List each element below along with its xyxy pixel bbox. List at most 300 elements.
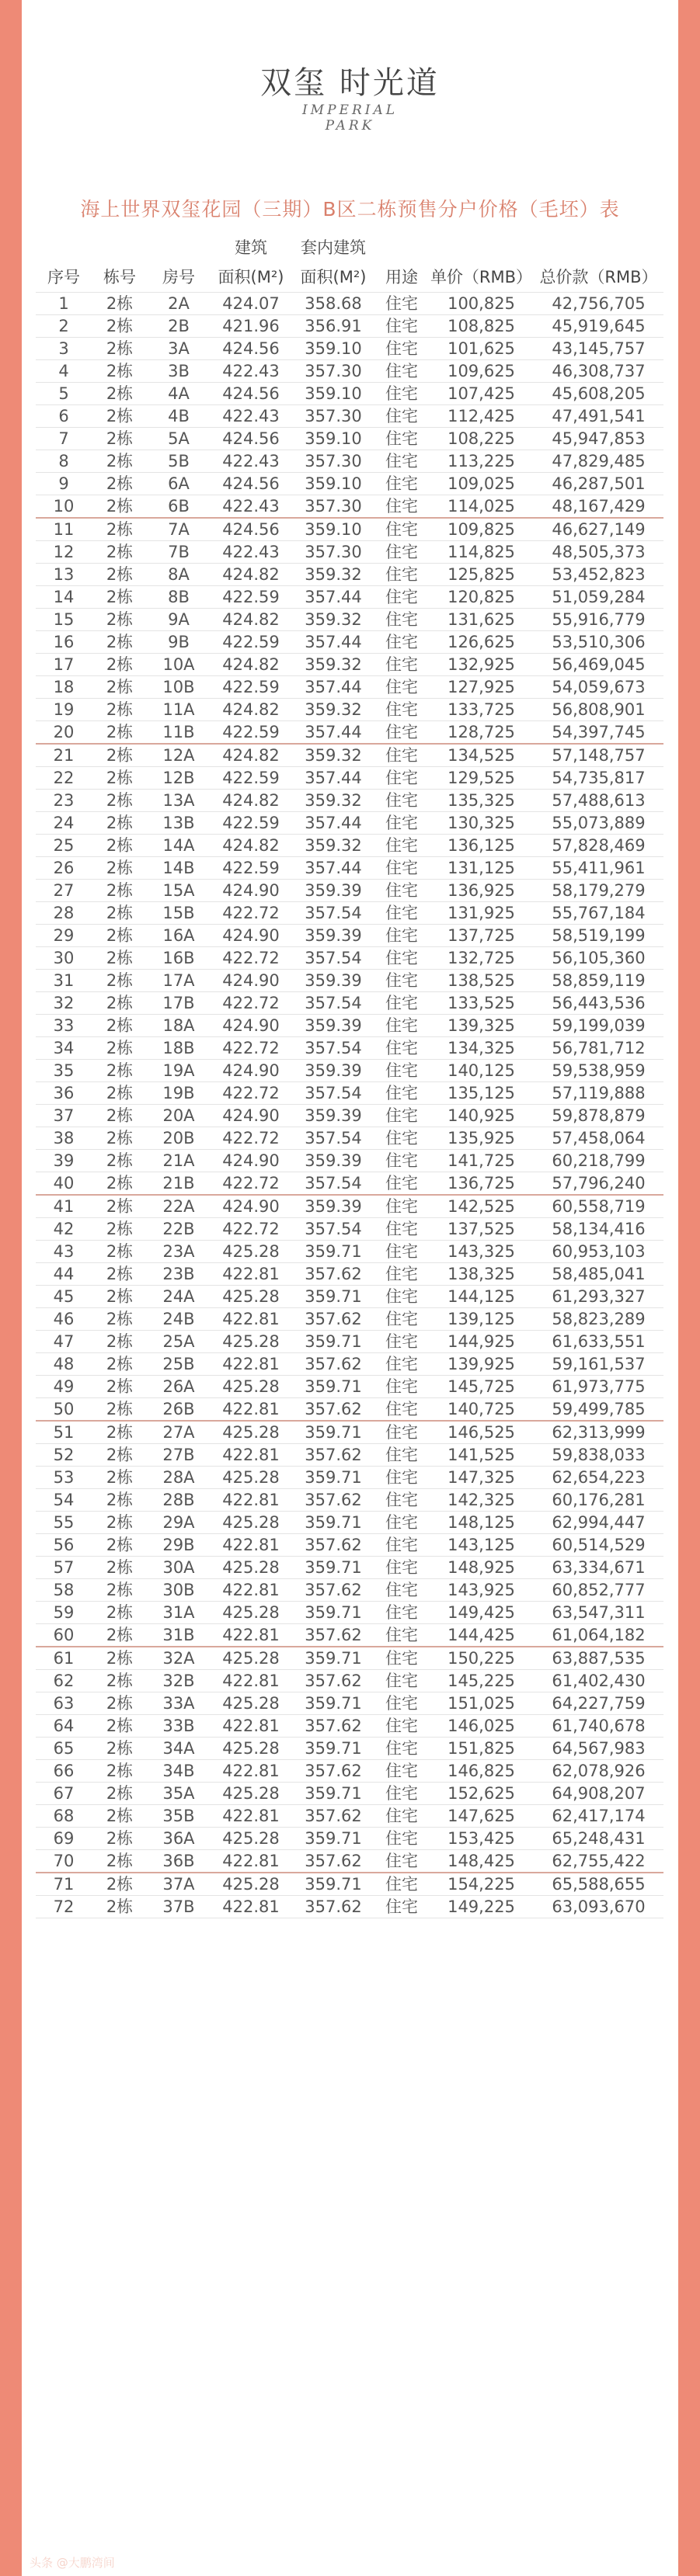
table-cell: 11B xyxy=(148,721,210,745)
table-cell: 30A xyxy=(148,1557,210,1579)
table-cell: 114,825 xyxy=(429,541,534,564)
table-cell: 357.62 xyxy=(292,1896,374,1918)
table-cell: 44 xyxy=(36,1263,92,1286)
table-cell: 150,225 xyxy=(429,1647,534,1670)
table-row xyxy=(36,1738,663,1760)
table-cell: 357.44 xyxy=(292,857,374,880)
table-cell: 101,625 xyxy=(429,338,534,360)
table-header xyxy=(36,233,663,293)
table-cell: 61,293,327 xyxy=(534,1286,663,1308)
header-row-2 xyxy=(36,262,663,293)
table-cell: 357.62 xyxy=(292,1534,374,1557)
table-cell: 422.43 xyxy=(210,405,292,428)
table-cell: 2栋 xyxy=(92,812,148,835)
table-cell: 357.62 xyxy=(292,1715,374,1738)
table-cell: 359.71 xyxy=(292,1602,374,1624)
table-cell: 139,125 xyxy=(429,1308,534,1331)
table-cell: 2栋 xyxy=(92,1692,148,1715)
table-cell: 112,425 xyxy=(429,405,534,428)
table-cell: 6B xyxy=(148,495,210,519)
table-cell: 21 xyxy=(36,744,92,767)
table-cell: 16B xyxy=(148,947,210,970)
table-cell: 8 xyxy=(36,450,92,473)
table-cell: 11 xyxy=(36,518,92,541)
table-cell: 57,148,757 xyxy=(534,744,663,767)
table-cell: 127,925 xyxy=(429,676,534,699)
table-cell: 60,514,529 xyxy=(534,1534,663,1557)
table-cell: 45 xyxy=(36,1286,92,1308)
header-cell xyxy=(374,233,429,262)
table-cell: 住宅 xyxy=(374,744,429,767)
table-cell: 425.28 xyxy=(210,1331,292,1353)
table-cell: 住宅 xyxy=(374,1850,429,1873)
table-cell: 357.54 xyxy=(292,1172,374,1196)
table-cell: 144,125 xyxy=(429,1286,534,1308)
table-cell: 108,225 xyxy=(429,428,534,450)
table-cell: 32B xyxy=(148,1670,210,1692)
table-cell: 359.32 xyxy=(292,790,374,812)
table-cell: 357.30 xyxy=(292,495,374,519)
table-cell: 145,725 xyxy=(429,1376,534,1398)
table-row xyxy=(36,1172,663,1196)
table-row xyxy=(36,721,663,745)
table-cell: 48 xyxy=(36,1353,92,1376)
table-cell: 67 xyxy=(36,1783,92,1805)
header-row-1 xyxy=(36,233,663,262)
table-cell: 126,625 xyxy=(429,631,534,654)
header-cell: 栋号 xyxy=(92,262,148,293)
table-cell: 住宅 xyxy=(374,1398,429,1422)
table-cell: 425.28 xyxy=(210,1286,292,1308)
table-cell: 14B xyxy=(148,857,210,880)
table-cell: 13A xyxy=(148,790,210,812)
table-row xyxy=(36,1444,663,1467)
table-cell: 32A xyxy=(148,1647,210,1670)
table-cell: 64,567,983 xyxy=(534,1738,663,1760)
table-cell: 114,025 xyxy=(429,495,534,519)
table-cell: 20 xyxy=(36,721,92,745)
table-cell: 359.10 xyxy=(292,383,374,405)
table-row xyxy=(36,1489,663,1512)
table-cell: 424.90 xyxy=(210,970,292,992)
table-row xyxy=(36,1602,663,1624)
table-cell: 24 xyxy=(36,812,92,835)
table-cell: 2栋 xyxy=(92,609,148,631)
table-cell: 57,458,064 xyxy=(534,1127,663,1150)
table-cell: 60,852,777 xyxy=(534,1579,663,1602)
table-cell: 45,608,205 xyxy=(534,383,663,405)
table-cell: 住宅 xyxy=(374,835,429,857)
table-cell: 2栋 xyxy=(92,1376,148,1398)
table-cell: 2栋 xyxy=(92,1060,148,1082)
table-cell: 2栋 xyxy=(92,1828,148,1850)
table-cell: 357.54 xyxy=(292,1037,374,1060)
table-cell: 31A xyxy=(148,1602,210,1624)
table-cell: 2栋 xyxy=(92,315,148,338)
table-cell: 357.54 xyxy=(292,947,374,970)
table-cell: 424.56 xyxy=(210,338,292,360)
table-cell: 359.32 xyxy=(292,609,374,631)
table-cell: 37A xyxy=(148,1873,210,1896)
table-cell: 27 xyxy=(36,880,92,902)
table-cell: 69 xyxy=(36,1828,92,1850)
table-cell: 59,838,033 xyxy=(534,1444,663,1467)
table-cell: 149,225 xyxy=(429,1896,534,1918)
table-cell: 26 xyxy=(36,857,92,880)
table-cell: 56,469,045 xyxy=(534,654,663,676)
table-cell: 131,625 xyxy=(429,609,534,631)
table-cell: 425.28 xyxy=(210,1783,292,1805)
header-cell: 套内建筑 xyxy=(301,238,366,257)
table-cell: 2栋 xyxy=(92,1602,148,1624)
table-cell: 424.82 xyxy=(210,835,292,857)
table-cell: 139,925 xyxy=(429,1353,534,1376)
table-cell: 住宅 xyxy=(374,609,429,631)
table-cell: 住宅 xyxy=(374,1512,429,1534)
table-cell: 357.30 xyxy=(292,541,374,564)
table-row xyxy=(36,360,663,383)
table-cell: 148,125 xyxy=(429,1512,534,1534)
table-row xyxy=(36,383,663,405)
table-cell: 住宅 xyxy=(374,1647,429,1670)
table-cell: 2栋 xyxy=(92,1738,148,1760)
table-cell: 142,525 xyxy=(429,1195,534,1218)
table-cell: 131,925 xyxy=(429,902,534,925)
table-cell: 148,425 xyxy=(429,1850,534,1873)
table-cell: 20B xyxy=(148,1127,210,1150)
table-cell: 424.07 xyxy=(210,293,292,315)
table-cell: 359.32 xyxy=(292,654,374,676)
table-cell: 63,093,670 xyxy=(534,1896,663,1918)
table-cell: 49 xyxy=(36,1376,92,1398)
table-row xyxy=(36,405,663,428)
table-row xyxy=(36,1060,663,1082)
table-cell: 422.59 xyxy=(210,721,292,745)
table-row xyxy=(36,338,663,360)
table-cell: 60,176,281 xyxy=(534,1489,663,1512)
table-row xyxy=(36,293,663,315)
table-cell: 12B xyxy=(148,767,210,790)
table-cell: 29 xyxy=(36,925,92,947)
table-cell: 2栋 xyxy=(92,631,148,654)
table-cell: 63,334,671 xyxy=(534,1557,663,1579)
table-cell: 143,925 xyxy=(429,1579,534,1602)
table-cell: 59 xyxy=(36,1602,92,1624)
table-cell: 住宅 xyxy=(374,450,429,473)
table-cell: 65,248,431 xyxy=(534,1828,663,1850)
page-title: 海上世界双玺花园（三期）B区二栋预售分户价格（毛坯）表 xyxy=(80,198,620,220)
table-cell: 357.62 xyxy=(292,1263,374,1286)
table-cell: 7B xyxy=(148,541,210,564)
table-cell: 2栋 xyxy=(92,1127,148,1150)
table-cell: 357.62 xyxy=(292,1489,374,1512)
table-row xyxy=(36,699,663,721)
table-row xyxy=(36,1015,663,1037)
table-cell: 2栋 xyxy=(92,1015,148,1037)
table-cell: 住宅 xyxy=(374,654,429,676)
table-cell: 2栋 xyxy=(92,1398,148,1422)
table-cell: 425.28 xyxy=(210,1873,292,1896)
table-cell: 43,145,757 xyxy=(534,338,663,360)
table-row xyxy=(36,835,663,857)
table-row xyxy=(36,1353,663,1376)
table-cell: 422.81 xyxy=(210,1579,292,1602)
table-cell: 24A xyxy=(148,1286,210,1308)
table-cell: 8B xyxy=(148,586,210,609)
table-cell: 2栋 xyxy=(92,1444,148,1467)
table-cell: 422.72 xyxy=(210,1172,292,1196)
table-cell: 住宅 xyxy=(374,315,429,338)
table-cell: 62,078,926 xyxy=(534,1760,663,1783)
table-cell: 48,505,373 xyxy=(534,541,663,564)
table-cell: 357.62 xyxy=(292,1579,374,1602)
table-cell: 2A xyxy=(148,293,210,315)
table-cell: 153,425 xyxy=(429,1828,534,1850)
table-cell: 住宅 xyxy=(374,405,429,428)
table-cell: 425.28 xyxy=(210,1557,292,1579)
table-cell: 56,781,712 xyxy=(534,1037,663,1060)
table-cell: 住宅 xyxy=(374,1060,429,1082)
table-cell: 359.71 xyxy=(292,1331,374,1353)
table-cell: 57,828,469 xyxy=(534,835,663,857)
table-cell: 2栋 xyxy=(92,699,148,721)
table-cell: 357.62 xyxy=(292,1760,374,1783)
table-cell: 6 xyxy=(36,405,92,428)
table-cell: 125,825 xyxy=(429,564,534,586)
table-cell: 62 xyxy=(36,1670,92,1692)
table-cell: 63,887,535 xyxy=(534,1647,663,1670)
table-cell: 140,925 xyxy=(429,1105,534,1127)
table-cell: 住宅 xyxy=(374,1127,429,1150)
table-row xyxy=(36,1805,663,1828)
table-cell: 139,325 xyxy=(429,1015,534,1037)
table-cell: 421.96 xyxy=(210,315,292,338)
table-cell: 59,538,959 xyxy=(534,1060,663,1082)
table-cell: 住宅 xyxy=(374,721,429,745)
table-cell: 2栋 xyxy=(92,1670,148,1692)
table-cell: 20A xyxy=(148,1105,210,1127)
table-cell: 15 xyxy=(36,609,92,631)
table-cell: 130,325 xyxy=(429,812,534,835)
table-cell: 2栋 xyxy=(92,586,148,609)
table-cell: 56 xyxy=(36,1534,92,1557)
table-cell: 住宅 xyxy=(374,1331,429,1353)
table-cell: 357.62 xyxy=(292,1353,374,1376)
table-cell: 62,994,447 xyxy=(534,1512,663,1534)
table-cell: 3A xyxy=(148,338,210,360)
table-cell: 146,825 xyxy=(429,1760,534,1783)
table-cell: 53,452,823 xyxy=(534,564,663,586)
table-cell: 住宅 xyxy=(374,1467,429,1489)
table-cell: 422.72 xyxy=(210,947,292,970)
table-cell: 2栋 xyxy=(92,1105,148,1127)
table-cell: 住宅 xyxy=(374,338,429,360)
table-cell: 359.71 xyxy=(292,1376,374,1398)
table-cell: 356.91 xyxy=(292,315,374,338)
table-row xyxy=(36,1331,663,1353)
table-cell: 61,973,775 xyxy=(534,1376,663,1398)
header-cell: 序号 xyxy=(36,262,92,293)
table-cell: 2栋 xyxy=(92,1172,148,1196)
table-cell: 2B xyxy=(148,315,210,338)
table-row xyxy=(36,1195,663,1218)
table-row xyxy=(36,1670,663,1692)
table-cell: 359.71 xyxy=(292,1512,374,1534)
table-cell: 422.81 xyxy=(210,1896,292,1918)
table-cell: 住宅 xyxy=(374,676,429,699)
table-cell: 36 xyxy=(36,1082,92,1105)
table-cell: 10A xyxy=(148,654,210,676)
table-cell: 34A xyxy=(148,1738,210,1760)
table-cell: 425.28 xyxy=(210,1828,292,1850)
table-cell: 15B xyxy=(148,902,210,925)
table-cell: 53 xyxy=(36,1467,92,1489)
table-cell: 58,823,289 xyxy=(534,1308,663,1331)
table-cell: 住宅 xyxy=(374,473,429,495)
table-cell: 60 xyxy=(36,1624,92,1647)
table-cell: 359.10 xyxy=(292,338,374,360)
table-cell: 424.82 xyxy=(210,564,292,586)
table-cell: 151,025 xyxy=(429,1692,534,1715)
table-cell: 359.32 xyxy=(292,564,374,586)
table-cell: 425.28 xyxy=(210,1738,292,1760)
table-cell: 422.72 xyxy=(210,1037,292,1060)
table-cell: 109,825 xyxy=(429,518,534,541)
table-cell: 357.62 xyxy=(292,1805,374,1828)
table-cell: 359.32 xyxy=(292,835,374,857)
table-cell: 359.71 xyxy=(292,1241,374,1263)
table-cell: 136,125 xyxy=(429,835,534,857)
table-cell: 住宅 xyxy=(374,1783,429,1805)
table-cell: 2栋 xyxy=(92,1760,148,1783)
table-cell: 151,825 xyxy=(429,1738,534,1760)
table-cell: 住宅 xyxy=(374,1896,429,1918)
table-cell: 8A xyxy=(148,564,210,586)
table-cell: 住宅 xyxy=(374,1828,429,1850)
table-cell: 34B xyxy=(148,1760,210,1783)
table-cell: 132,725 xyxy=(429,947,534,970)
table-cell: 58,485,041 xyxy=(534,1263,663,1286)
table-cell: 住宅 xyxy=(374,541,429,564)
table-cell: 26B xyxy=(148,1398,210,1422)
table-cell: 60,953,103 xyxy=(534,1241,663,1263)
table-cell: 359.71 xyxy=(292,1467,374,1489)
table-cell: 357.44 xyxy=(292,586,374,609)
table-cell: 152,625 xyxy=(429,1783,534,1805)
table-cell: 56,105,360 xyxy=(534,947,663,970)
table-row xyxy=(36,1873,663,1896)
table-cell: 60,558,719 xyxy=(534,1195,663,1218)
table-cell: 359.71 xyxy=(292,1286,374,1308)
table-cell: 住宅 xyxy=(374,1195,429,1218)
table-cell: 359.71 xyxy=(292,1421,374,1444)
table-cell: 2栋 xyxy=(92,1783,148,1805)
table-cell: 357.62 xyxy=(292,1624,374,1647)
table-cell: 住宅 xyxy=(374,631,429,654)
table-cell: 11A xyxy=(148,699,210,721)
table-cell: 5B xyxy=(148,450,210,473)
table-cell: 住宅 xyxy=(374,1579,429,1602)
table-cell: 2栋 xyxy=(92,1489,148,1512)
table-cell: 424.90 xyxy=(210,1015,292,1037)
table-cell: 住宅 xyxy=(374,1738,429,1760)
table-cell: 28B xyxy=(148,1489,210,1512)
table-row xyxy=(36,541,663,564)
table-cell: 357.30 xyxy=(292,360,374,383)
table-row xyxy=(36,1647,663,1670)
table-cell: 14A xyxy=(148,835,210,857)
table-row xyxy=(36,947,663,970)
table-cell: 2栋 xyxy=(92,541,148,564)
table-cell: 22A xyxy=(148,1195,210,1218)
table-cell: 53,510,306 xyxy=(534,631,663,654)
header-cell: 用途 xyxy=(374,262,429,293)
table-cell: 住宅 xyxy=(374,902,429,925)
table-cell: 35 xyxy=(36,1060,92,1082)
table-cell: 58,859,119 xyxy=(534,970,663,992)
table-cell: 71 xyxy=(36,1873,92,1896)
table-cell: 135,325 xyxy=(429,790,534,812)
table-cell: 425.28 xyxy=(210,1692,292,1715)
table-cell: 134,525 xyxy=(429,744,534,767)
table-cell: 422.72 xyxy=(210,1082,292,1105)
table-cell: 2栋 xyxy=(92,1805,148,1828)
table-cell: 2栋 xyxy=(92,1263,148,1286)
table-cell: 54,735,817 xyxy=(534,767,663,790)
table-cell: 住宅 xyxy=(374,1172,429,1196)
table-cell: 129,525 xyxy=(429,767,534,790)
table-cell: 26A xyxy=(148,1376,210,1398)
table-cell: 422.59 xyxy=(210,676,292,699)
table-cell: 146,025 xyxy=(429,1715,534,1738)
table-cell: 2栋 xyxy=(92,1331,148,1353)
table-cell: 25A xyxy=(148,1331,210,1353)
table-cell: 5A xyxy=(148,428,210,450)
table-row xyxy=(36,902,663,925)
table-cell: 住宅 xyxy=(374,1105,429,1127)
table-cell: 4A xyxy=(148,383,210,405)
table-cell: 2栋 xyxy=(92,428,148,450)
table-cell: 357.44 xyxy=(292,812,374,835)
table-cell: 422.81 xyxy=(210,1444,292,1467)
table-cell: 425.28 xyxy=(210,1421,292,1444)
table-cell: 425.28 xyxy=(210,1512,292,1534)
table-cell: 37 xyxy=(36,1105,92,1127)
table-cell: 142,325 xyxy=(429,1489,534,1512)
table-cell: 143,125 xyxy=(429,1534,534,1557)
table-cell: 359.39 xyxy=(292,925,374,947)
table-row xyxy=(36,518,663,541)
table-cell: 住宅 xyxy=(374,880,429,902)
table-row xyxy=(36,495,663,519)
table-cell: 住宅 xyxy=(374,518,429,541)
table-cell: 32 xyxy=(36,992,92,1015)
table-cell: 33 xyxy=(36,1015,92,1037)
table-cell: 17B xyxy=(148,992,210,1015)
table-cell: 133,525 xyxy=(429,992,534,1015)
table-cell: 357.54 xyxy=(292,1218,374,1241)
header-cell xyxy=(429,233,534,262)
table-cell: 7A xyxy=(148,518,210,541)
table-cell: 住宅 xyxy=(374,1241,429,1263)
price-table xyxy=(36,233,663,1918)
table-cell: 422.59 xyxy=(210,857,292,880)
table-cell: 359.10 xyxy=(292,428,374,450)
table-cell: 46,308,737 xyxy=(534,360,663,383)
table-cell: 422.59 xyxy=(210,812,292,835)
table-cell: 141,725 xyxy=(429,1150,534,1172)
table-cell: 29B xyxy=(148,1534,210,1557)
